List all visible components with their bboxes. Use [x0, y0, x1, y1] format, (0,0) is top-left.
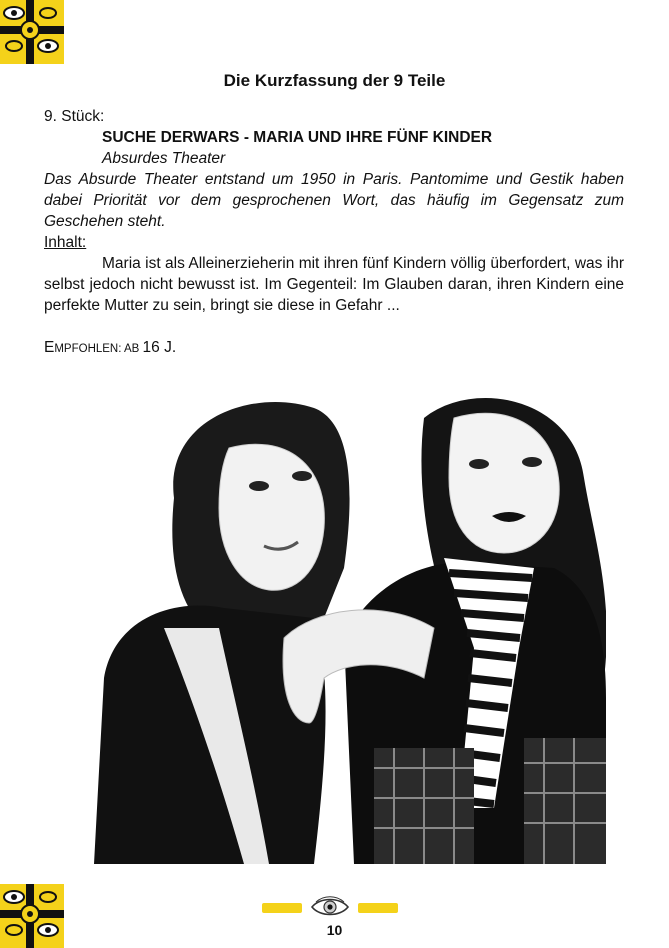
recommend-age: 16 J. [142, 339, 177, 356]
footer-bar-left [262, 903, 302, 913]
genre-description: Das Absurde Theater entstand um 1950 in Paris. Pantomime und Gestik haben dabei Priorität vor dem gesprochenen Wort, das häufig im Gegensatz zum Geschehen steht. [44, 171, 624, 230]
inhalt-text: Maria ist als Alleinerzieherin mit ihren fünf Kindern völlig überfordert, was ihr selbst jedoch nicht bewusst ist. Im Gegenteil: Im Glauben daran, ihren Kindern eine perfekte Mutter zu sein, bringt sie diese in Gefahr ... [44, 255, 624, 314]
inhalt-label: Inhalt: [44, 234, 87, 251]
footer-ornament [0, 894, 669, 924]
corner-decoration-top [0, 0, 64, 64]
cast-photo [54, 378, 606, 864]
genre-label: Absurdes Theater [102, 150, 226, 167]
recommend-initial: E [44, 339, 55, 356]
footer-bar-right [358, 903, 398, 913]
eye-icon [310, 894, 350, 920]
cast-photo-illustration [54, 378, 606, 864]
inhalt-heading [44, 232, 624, 253]
piece-number: 9. Stück: [44, 108, 105, 125]
page-number: 10 [326, 922, 343, 938]
piece-title: SUCHE DERWARS - MARIA UND IHRE FÜNF KINDER [102, 129, 493, 146]
recommend-label: MPFOHLEN: AB [54, 343, 143, 355]
decorative-eye-pattern-icon [0, 0, 64, 64]
piece-description [44, 106, 624, 360]
age-recommendation [44, 337, 624, 360]
page-title: Die Kurzfassung der 9 Teile [223, 71, 446, 91]
